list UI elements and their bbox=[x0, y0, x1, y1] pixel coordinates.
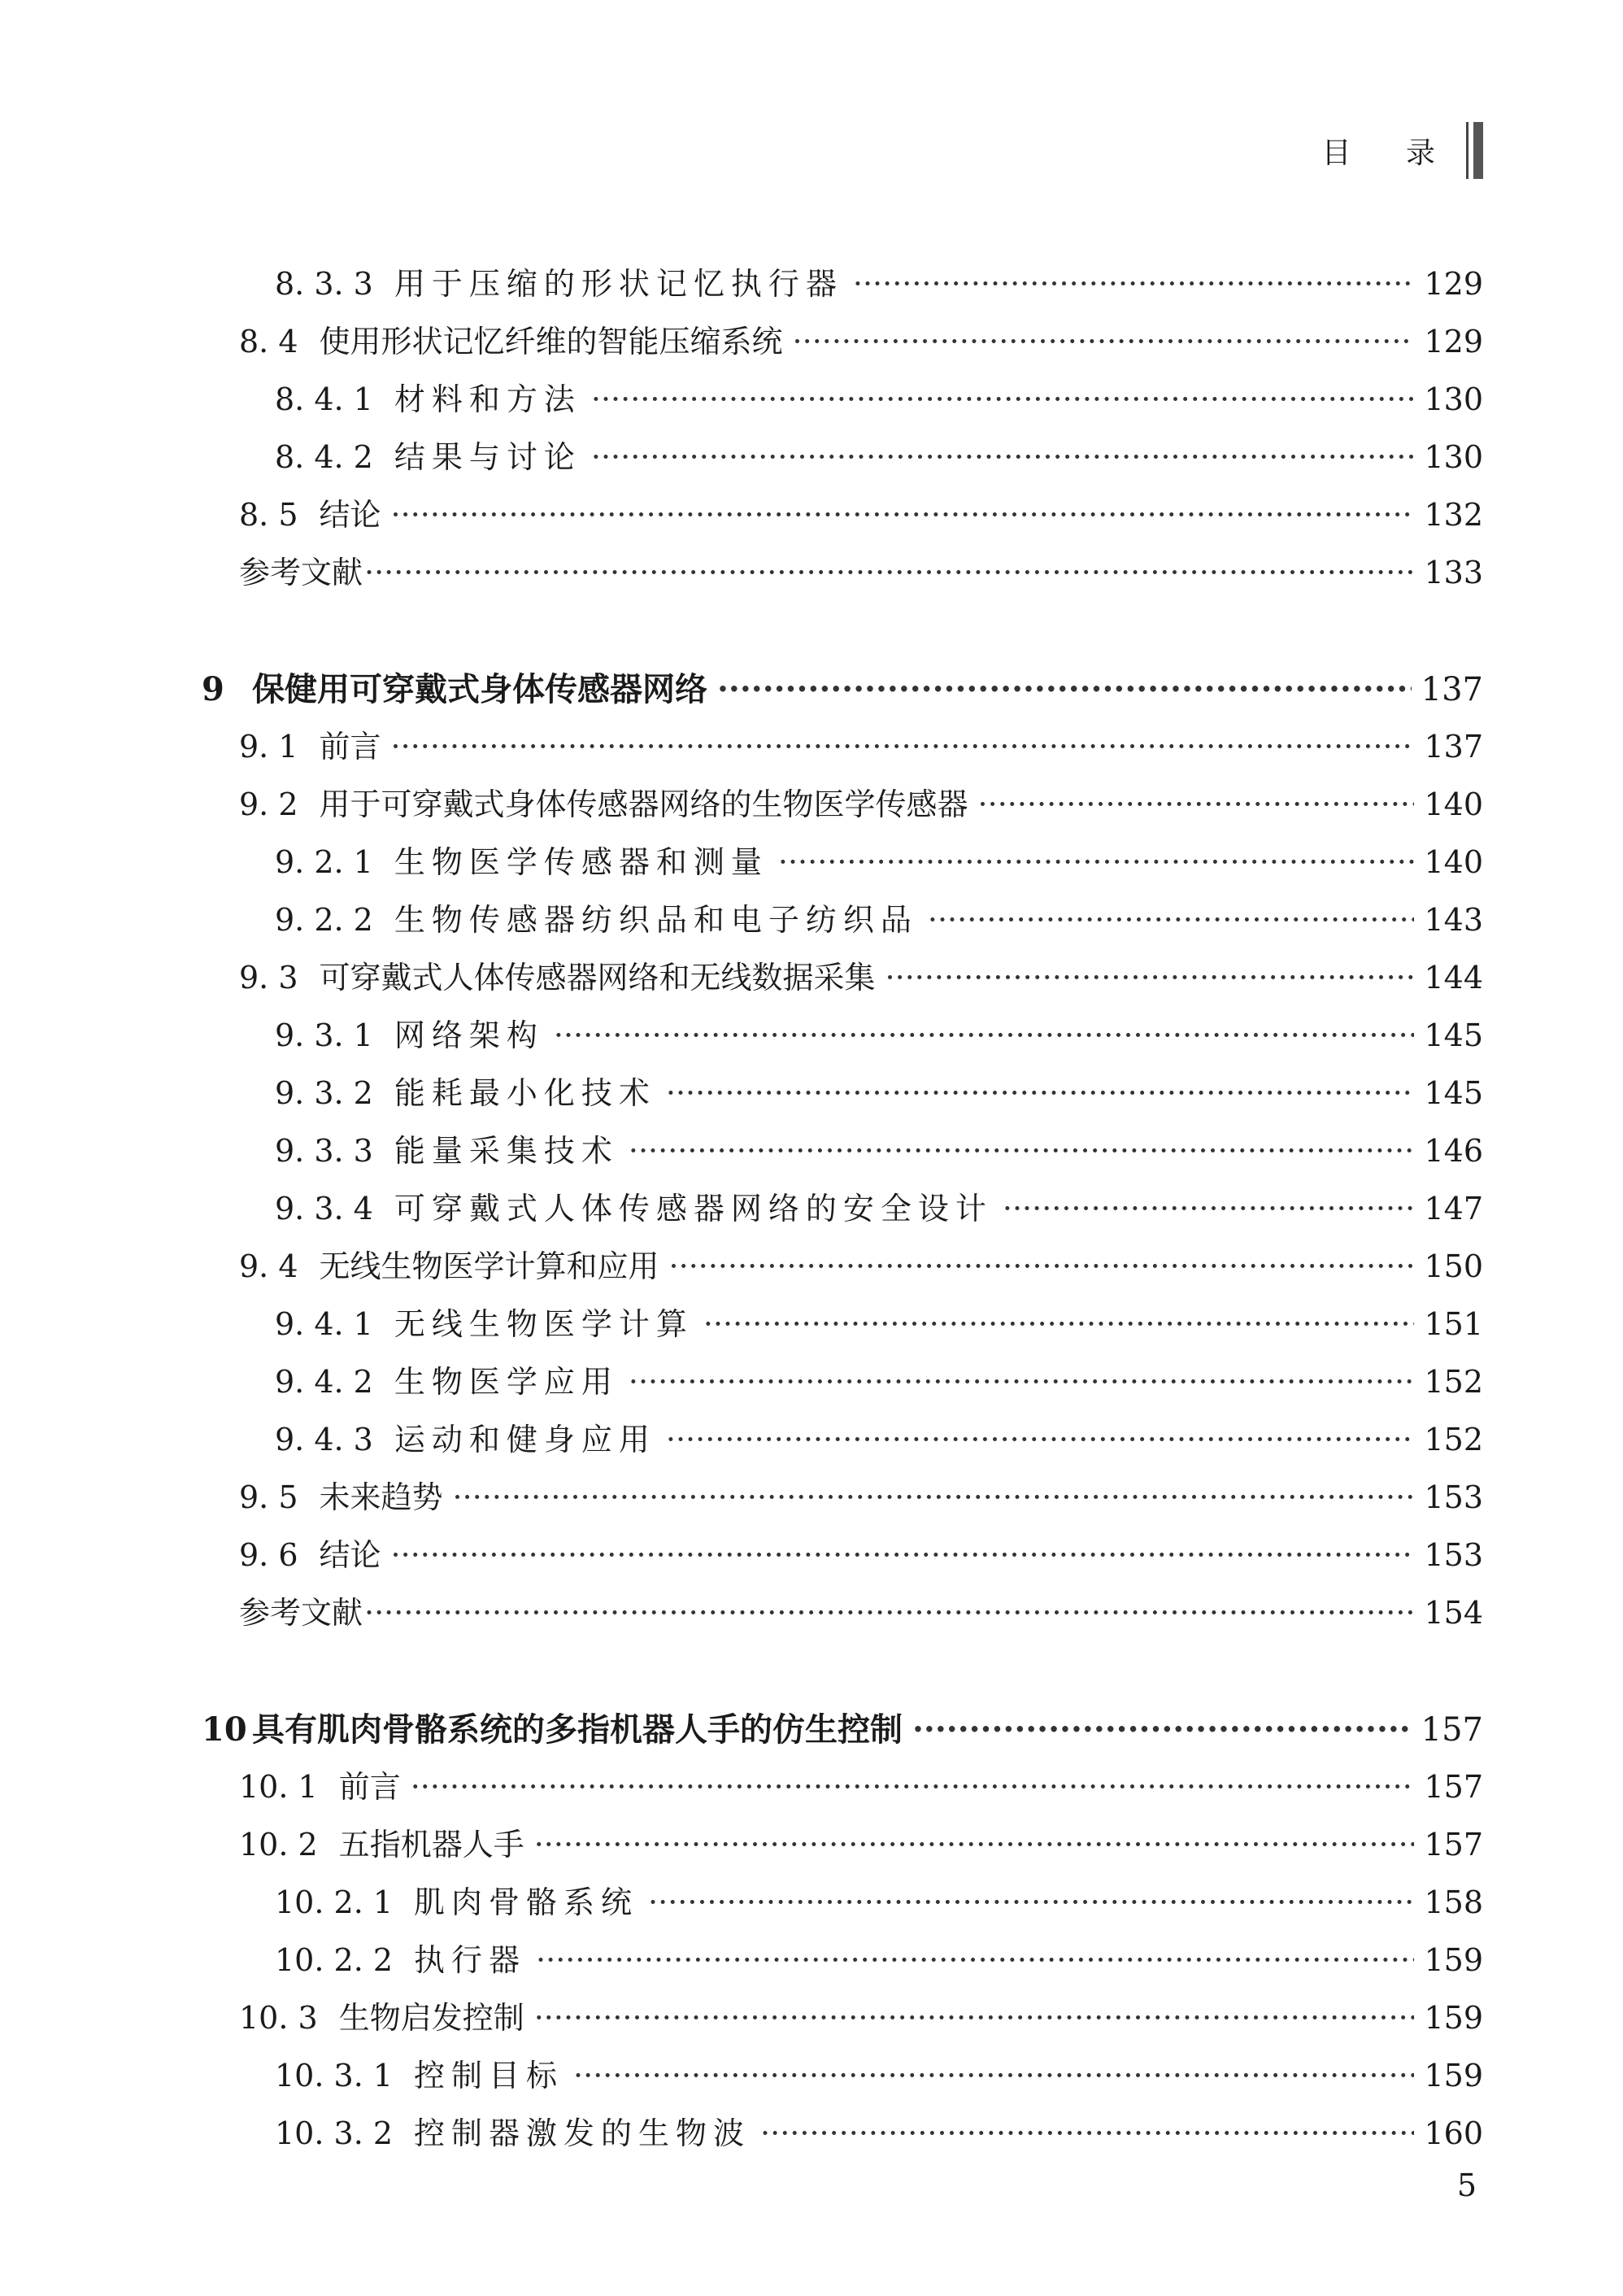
toc-entry-number: 9. 6 bbox=[239, 1537, 298, 1573]
toc-entry-title: 可穿戴式人体传感器网络和无线数据采集 bbox=[319, 960, 876, 996]
dot-leader bbox=[912, 1710, 1412, 1749]
toc-entry-number: 9. 3. 1 bbox=[275, 1017, 373, 1053]
dot-leader bbox=[536, 1942, 1414, 1978]
header-title: 目 录 bbox=[1321, 136, 1458, 170]
toc-entry-number: 9. 3. 4 bbox=[275, 1191, 373, 1226]
toc-entry-level-3[interactable] bbox=[275, 1183, 1483, 1228]
toc-entry-level-3[interactable] bbox=[275, 1126, 1483, 1170]
toc-entry-number: 8. 3. 3 bbox=[275, 266, 373, 302]
toc-entry-number: 9. 3. 3 bbox=[275, 1133, 373, 1169]
toc-entry-title: 生物启发控制 bbox=[338, 2000, 524, 2036]
dot-leader bbox=[391, 497, 1415, 533]
toc-entry-title: 生物医学应用 bbox=[394, 1364, 619, 1400]
dot-leader bbox=[591, 381, 1415, 417]
toc-entry-page: 159 bbox=[1424, 1942, 1483, 1978]
toc-entry-level-3[interactable] bbox=[275, 1935, 1483, 1980]
dot-leader bbox=[591, 439, 1415, 475]
dot-leader bbox=[778, 844, 1415, 880]
toc-entry-title: 结论 bbox=[319, 1537, 381, 1573]
dot-leader bbox=[1003, 1191, 1415, 1226]
toc-entry-level-2[interactable] bbox=[239, 779, 1483, 824]
toc-entry-page: 150 bbox=[1424, 1248, 1483, 1284]
toc-entry-number: 9. 2 bbox=[239, 786, 298, 822]
toc-entry-page: 130 bbox=[1424, 381, 1483, 417]
dot-leader bbox=[391, 729, 1415, 765]
dot-leader bbox=[364, 555, 1414, 590]
toc-entry-level-2[interactable] bbox=[239, 316, 1483, 361]
toc-entry-level-2[interactable] bbox=[239, 1762, 1483, 1806]
dot-leader bbox=[534, 2000, 1415, 2036]
page-header bbox=[1322, 122, 1483, 179]
toc-entry-title: 执行器 bbox=[414, 1942, 527, 1978]
toc-entry-level-2[interactable] bbox=[239, 1530, 1483, 1575]
toc-entry-number: 10. 3. 1 bbox=[275, 2058, 394, 2093]
toc-entry-page: 129 bbox=[1424, 266, 1483, 302]
toc-entry-number: 8. 4 bbox=[239, 324, 298, 359]
toc-entry-level-2[interactable] bbox=[239, 490, 1483, 534]
toc-entry-page: 140 bbox=[1424, 786, 1483, 822]
toc-entry-page: 154 bbox=[1424, 1595, 1483, 1631]
toc-entry-level-3[interactable] bbox=[275, 2108, 1483, 2153]
toc-entry-level-3[interactable] bbox=[275, 374, 1483, 419]
toc-entry-level-2[interactable] bbox=[239, 1993, 1483, 2037]
toc-entry-number: 10. 3. 2 bbox=[275, 2115, 394, 2151]
toc-entry-page: 159 bbox=[1424, 2058, 1483, 2093]
toc-entry-page: 152 bbox=[1424, 1422, 1483, 1457]
toc-entry-title: 网络架构 bbox=[394, 1017, 544, 1053]
toc-entry-level-3[interactable] bbox=[275, 837, 1483, 882]
toc-entry-page: 129 bbox=[1424, 324, 1483, 359]
toc-entry-level-3[interactable] bbox=[275, 1877, 1483, 1922]
toc-entry-title: 控制器激发的生物波 bbox=[414, 2115, 751, 2151]
header-rule-thick bbox=[1473, 122, 1483, 179]
toc-entry-number: 9. 4 bbox=[239, 1248, 298, 1284]
dot-leader bbox=[760, 2115, 1414, 2151]
toc-entry-page: 145 bbox=[1424, 1017, 1483, 1053]
toc-entry-page: 145 bbox=[1424, 1075, 1483, 1111]
toc-entry-title: 结果与讨论 bbox=[394, 439, 581, 475]
dot-leader bbox=[793, 324, 1415, 359]
toc-entry-number: 8. 4. 1 bbox=[275, 381, 373, 417]
toc-entry-page: 157 bbox=[1424, 1827, 1483, 1863]
toc-entry-number: 10 bbox=[202, 1710, 247, 1749]
toc-entry-page: 140 bbox=[1424, 844, 1483, 880]
toc-entry-level-2[interactable] bbox=[239, 721, 1483, 766]
toc-entry-page: 143 bbox=[1424, 902, 1483, 938]
toc-entry-title: 材料和方法 bbox=[394, 381, 581, 417]
toc-entry-title: 肌肉骨骼系统 bbox=[414, 1884, 639, 1920]
toc-entry-title: 用于可穿戴式身体传感器网络的生物医学传感器 bbox=[319, 786, 968, 822]
toc-entry-level-2[interactable] bbox=[239, 1819, 1483, 1864]
toc-entry-level-3[interactable] bbox=[275, 1357, 1483, 1401]
toc-entry-page: 159 bbox=[1424, 2000, 1483, 2036]
toc-entry-level-3[interactable] bbox=[275, 1414, 1483, 1459]
toc-entry-number: 9. 2. 2 bbox=[275, 902, 373, 938]
toc-entry-number: 9. 4. 2 bbox=[275, 1364, 373, 1400]
toc-entry-number: 9 bbox=[202, 670, 224, 708]
toc-entry-level-1[interactable] bbox=[202, 1704, 1483, 1750]
toc-entry-number: 9. 3 bbox=[239, 960, 298, 996]
dot-leader bbox=[703, 1306, 1415, 1342]
toc-entry-level-3[interactable] bbox=[275, 2050, 1483, 2095]
toc-entry-level-3[interactable] bbox=[275, 432, 1483, 477]
dot-leader bbox=[978, 786, 1415, 822]
page-number: 5 bbox=[1456, 2167, 1477, 2203]
toc-entry-page: 158 bbox=[1424, 1884, 1483, 1920]
toc-entry-number: 9. 1 bbox=[239, 729, 298, 765]
dot-leader bbox=[717, 670, 1412, 708]
toc-entry-page: 151 bbox=[1424, 1306, 1483, 1342]
dot-leader bbox=[411, 1769, 1415, 1805]
toc-entry-number: 8. 5 bbox=[239, 497, 298, 533]
toc-entry-page: 157 bbox=[1421, 1711, 1483, 1749]
toc-entry-title: 控制目标 bbox=[414, 2058, 564, 2093]
toc-entry-page: 152 bbox=[1424, 1364, 1483, 1400]
dot-leader bbox=[885, 960, 1415, 996]
toc-entry-title: 结论 bbox=[319, 497, 381, 533]
toc-entry-page: 144 bbox=[1424, 960, 1483, 996]
toc-entry-number: 9. 4. 3 bbox=[275, 1422, 373, 1457]
toc-entry-number: 10. 2. 1 bbox=[275, 1884, 394, 1920]
toc-entry-page: 153 bbox=[1424, 1537, 1483, 1573]
toc-entry-page: 153 bbox=[1424, 1479, 1483, 1515]
toc-entry-title: 能量采集技术 bbox=[394, 1133, 619, 1169]
toc-entry-page: 130 bbox=[1424, 439, 1483, 475]
toc-entry-title: 使用形状记忆纤维的智能压缩系统 bbox=[319, 324, 783, 359]
toc-entry-title: 可穿戴式人体传感器网络的安全设计 bbox=[394, 1191, 993, 1226]
toc-entry-level-3[interactable] bbox=[275, 1299, 1483, 1344]
toc-entry-level-2[interactable] bbox=[239, 952, 1483, 997]
toc-entry-title: 参考文献 bbox=[239, 555, 363, 590]
toc-entry-title: 参考文献 bbox=[239, 1595, 363, 1631]
toc-entry-title: 生物传感器纺织品和电子纺织品 bbox=[394, 902, 918, 938]
toc-entry-number: 8. 4. 2 bbox=[275, 439, 373, 475]
dot-leader bbox=[629, 1133, 1415, 1169]
dot-leader bbox=[666, 1422, 1415, 1457]
toc-entry-number: 10. 2 bbox=[239, 1827, 318, 1863]
toc-entry-level-3[interactable] bbox=[275, 259, 1483, 303]
toc-entry-title: 保健用可穿戴式身体传感器网络 bbox=[252, 671, 707, 708]
toc-entry-number: 10. 2. 2 bbox=[275, 1942, 394, 1978]
toc-entry-title: 生物医学传感器和测量 bbox=[394, 844, 768, 880]
toc-entry-page: 146 bbox=[1424, 1133, 1483, 1169]
dot-leader bbox=[928, 902, 1415, 938]
toc-entry-level-3[interactable] bbox=[275, 1068, 1483, 1113]
toc-entry-page: 132 bbox=[1424, 497, 1483, 533]
toc-entry-number: 10. 3 bbox=[239, 2000, 318, 2036]
toc-entry-title: 前言 bbox=[338, 1769, 401, 1805]
toc-entry-title: 能耗最小化技术 bbox=[394, 1075, 656, 1111]
dot-leader bbox=[648, 1884, 1414, 1920]
toc-entry-title: 未来趋势 bbox=[319, 1479, 443, 1515]
dot-leader bbox=[391, 1537, 1415, 1573]
toc-entry-title: 用于压缩的形状记忆执行器 bbox=[394, 266, 843, 302]
toc-entry-title: 无线生物医学计算和应用 bbox=[319, 1248, 659, 1284]
dot-leader bbox=[666, 1075, 1415, 1111]
toc-entry-level-3[interactable] bbox=[275, 895, 1483, 939]
toc-entry-number: 9. 3. 2 bbox=[275, 1075, 373, 1111]
toc-entry-level-2[interactable] bbox=[239, 1241, 1483, 1286]
dot-leader bbox=[554, 1017, 1415, 1053]
toc-entry-number: 9. 2. 1 bbox=[275, 844, 373, 880]
toc-entry-page: 137 bbox=[1424, 729, 1483, 765]
toc-entry-title: 前言 bbox=[319, 729, 381, 765]
dot-leader bbox=[629, 1364, 1415, 1400]
toc-entry-title: 五指机器人手 bbox=[338, 1827, 524, 1863]
toc-entry-number: 9. 5 bbox=[239, 1479, 298, 1515]
dot-leader bbox=[453, 1479, 1415, 1515]
dot-leader bbox=[669, 1248, 1415, 1284]
toc-entry-level-2[interactable] bbox=[239, 1472, 1483, 1517]
toc-entry-page: 147 bbox=[1424, 1191, 1483, 1226]
toc-entry-number: 10. 1 bbox=[239, 1769, 318, 1805]
toc-entry-title: 运动和健身应用 bbox=[394, 1422, 656, 1457]
toc-entry-page: 157 bbox=[1424, 1769, 1483, 1805]
toc-entry-title: 具有肌肉骨骼系统的多指机器人手的仿生控制 bbox=[252, 1711, 903, 1749]
toc-entry-level-1[interactable] bbox=[202, 664, 1483, 710]
toc-entry-title: 无线生物医学计算 bbox=[394, 1306, 694, 1342]
dot-leader bbox=[853, 266, 1415, 302]
toc-entry-page: 137 bbox=[1421, 671, 1483, 708]
dot-leader bbox=[573, 2058, 1414, 2093]
toc-entry-level-3[interactable] bbox=[275, 1010, 1483, 1055]
toc-references-entry[interactable] bbox=[239, 547, 1483, 592]
toc-references-entry[interactable] bbox=[239, 1588, 1483, 1632]
dot-leader bbox=[534, 1827, 1415, 1863]
toc-entry-number: 9. 4. 1 bbox=[275, 1306, 373, 1342]
header-rule-thin bbox=[1466, 122, 1469, 179]
toc-entry-page: 160 bbox=[1424, 2115, 1483, 2151]
dot-leader bbox=[364, 1595, 1414, 1631]
toc-entry-page: 133 bbox=[1424, 555, 1483, 590]
